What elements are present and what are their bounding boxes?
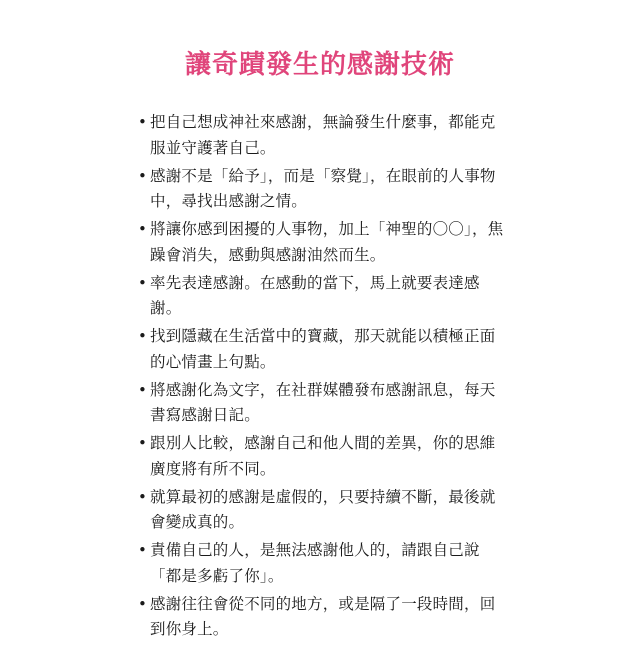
list-item-text: 跟別人比較，感謝自己和他人間的差異，你的思維廣度將有所不同。 <box>150 434 496 478</box>
list-item-text: 責備自己的人，是無法感謝他人的，請跟自己說「都是多虧了你」。 <box>150 541 480 585</box>
bullet-icon: • <box>138 273 148 292</box>
bullet-icon: • <box>138 594 148 613</box>
list-item <box>138 378 510 429</box>
list-item-text: 就算最初的感謝是虛假的，只要持續不斷，最後就會變成真的。 <box>150 487 496 531</box>
bullet-icon: • <box>138 113 148 131</box>
list-item-text: 感謝往往會從不同的地方，或是隔了一段時間，回到你身上。 <box>150 594 496 638</box>
bullet-icon: • <box>138 487 148 506</box>
tips-list <box>138 110 510 645</box>
list-item <box>138 485 510 536</box>
list-item <box>138 592 510 643</box>
bullet-icon: • <box>138 434 148 452</box>
list-item-text: 感謝不是「給予」，而是「察覺」，在眼前的人事物中，尋找出感謝之情。 <box>150 166 496 210</box>
list-item-text: 將感謝化為文字，在社群媒體發布感謝訊息，每天書寫感謝日記。 <box>150 380 496 424</box>
list-item <box>138 217 510 268</box>
page-title: 讓奇蹟發生的感謝技術 <box>184 50 455 80</box>
list-item-text: 把自己想成神社來感謝，無論發生什麼事，都能克服並守護著自己。 <box>150 113 496 157</box>
list-item-text: 將讓你感到困擾的人事物，加上「神聖的〇〇」，焦躁會消失，感動與感謝油然而生。 <box>150 220 504 264</box>
list-item <box>138 324 510 375</box>
list-item <box>138 110 510 161</box>
bullet-icon: • <box>138 380 148 399</box>
list-item-text: 找到隱藏在生活當中的寶藏，那天就能以積極正面的心情畫上句點。 <box>150 327 496 371</box>
list-item-text: 率先表達感謝。在感動的當下，馬上就要表達感謝。 <box>150 273 480 317</box>
bullet-icon: • <box>138 220 148 238</box>
list-item <box>138 538 510 589</box>
list-item <box>138 164 510 215</box>
list-item <box>138 431 510 482</box>
bullet-icon: • <box>138 327 148 345</box>
bullet-icon: • <box>138 166 148 185</box>
list-item <box>138 271 510 322</box>
bullet-icon: • <box>138 541 148 559</box>
